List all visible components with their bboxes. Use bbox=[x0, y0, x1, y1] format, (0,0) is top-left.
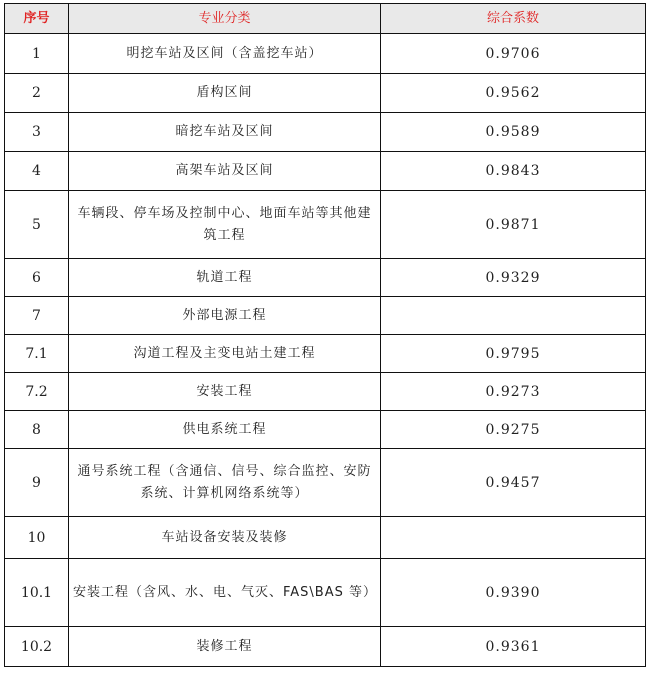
row-category: 沟道工程及主变电站土建工程 bbox=[69, 335, 381, 373]
row-seq: 7.1 bbox=[5, 335, 69, 373]
row-category: 明挖车站及区间（含盖挖车站） bbox=[69, 34, 381, 74]
table-row bbox=[5, 517, 646, 559]
row-coefficient: 0.9457 bbox=[381, 449, 646, 517]
row-coefficient: 0.9562 bbox=[381, 74, 646, 113]
table-row bbox=[5, 297, 646, 335]
row-coefficient: 0.9589 bbox=[381, 113, 646, 152]
table-row bbox=[5, 449, 646, 517]
row-seq: 5 bbox=[5, 191, 69, 259]
row-coefficient: 0.9275 bbox=[381, 411, 646, 449]
row-coefficient: 0.9361 bbox=[381, 627, 646, 667]
row-coefficient: 0.9843 bbox=[381, 152, 646, 191]
table-row bbox=[5, 373, 646, 411]
table-row bbox=[5, 152, 646, 191]
table-row bbox=[5, 559, 646, 627]
table-header-row bbox=[5, 4, 646, 34]
row-coefficient: 0.9329 bbox=[381, 259, 646, 297]
row-category: 通号系统工程（含通信、信号、综合监控、安防系统、计算机网络系统等） bbox=[69, 449, 381, 517]
row-seq: 1 bbox=[5, 34, 69, 74]
table-row bbox=[5, 74, 646, 113]
row-category: 车站设备安装及装修 bbox=[69, 517, 381, 559]
row-category: 车辆段、停车场及控制中心、地面车站等其他建筑工程 bbox=[69, 191, 381, 259]
row-coefficient: 0.9706 bbox=[381, 34, 646, 74]
coefficient-table bbox=[4, 3, 646, 667]
row-category: 安装工程（含风、水、电、气灭、FAS\BAS 等） bbox=[69, 559, 381, 627]
row-category: 供电系统工程 bbox=[69, 411, 381, 449]
table-row bbox=[5, 259, 646, 297]
row-seq: 6 bbox=[5, 259, 69, 297]
row-category: 轨道工程 bbox=[69, 259, 381, 297]
row-seq: 2 bbox=[5, 74, 69, 113]
row-seq: 10.2 bbox=[5, 627, 69, 667]
row-coefficient: 0.9795 bbox=[381, 335, 646, 373]
row-seq: 9 bbox=[5, 449, 69, 517]
row-category: 安装工程 bbox=[69, 373, 381, 411]
row-seq: 10.1 bbox=[5, 559, 69, 627]
row-category: 外部电源工程 bbox=[69, 297, 381, 335]
header-category: 专业分类 bbox=[69, 4, 381, 34]
table-row bbox=[5, 627, 646, 667]
header-seq: 序号 bbox=[5, 4, 69, 34]
row-seq: 3 bbox=[5, 113, 69, 152]
row-coefficient: 0.9390 bbox=[381, 559, 646, 627]
row-category: 盾构区间 bbox=[69, 74, 381, 113]
row-seq: 10 bbox=[5, 517, 69, 559]
row-category: 装修工程 bbox=[69, 627, 381, 667]
coefficient-table-container bbox=[4, 3, 646, 667]
row-seq: 4 bbox=[5, 152, 69, 191]
row-seq: 7.2 bbox=[5, 373, 69, 411]
row-coefficient bbox=[381, 517, 646, 559]
row-coefficient: 0.9273 bbox=[381, 373, 646, 411]
table-row bbox=[5, 191, 646, 259]
table-row bbox=[5, 34, 646, 74]
table-row bbox=[5, 411, 646, 449]
header-coefficient: 综合系数 bbox=[381, 4, 646, 34]
row-seq: 8 bbox=[5, 411, 69, 449]
row-coefficient: 0.9871 bbox=[381, 191, 646, 259]
table-row bbox=[5, 113, 646, 152]
row-category: 高架车站及区间 bbox=[69, 152, 381, 191]
row-seq: 7 bbox=[5, 297, 69, 335]
table-row bbox=[5, 335, 646, 373]
row-category: 暗挖车站及区间 bbox=[69, 113, 381, 152]
row-coefficient bbox=[381, 297, 646, 335]
